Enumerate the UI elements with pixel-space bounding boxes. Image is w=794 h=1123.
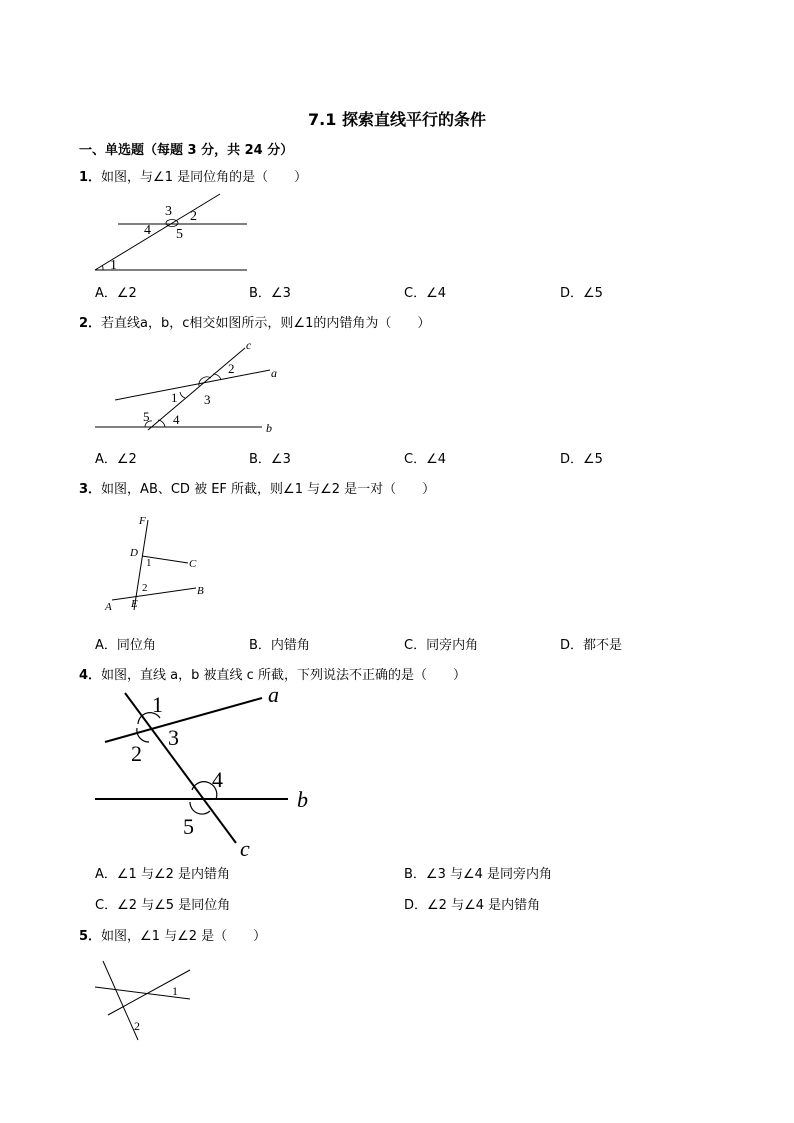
angle-label-5: 5 [176,227,183,242]
line-label-b: b [297,787,308,812]
question-text: 如图，∠1 与∠2 是（ ） [101,929,267,944]
line-label-c: c [246,338,252,352]
line-label-b: b [266,421,272,435]
point-label-E: E [131,598,138,610]
point-label-D: D [130,547,138,559]
angle-label-4: 4 [212,767,223,792]
angle-label-3: 3 [165,204,172,219]
option-b[interactable]: B．∠3 [249,452,291,467]
angle-label-1: 1 [110,258,117,273]
option-c[interactable]: C．∠2 与∠5 是同位角 [95,898,231,913]
point-label-F: F [139,515,146,527]
question-number: 2． [79,316,102,331]
angle-label-2: 2 [190,209,197,224]
question-number: 5． [79,929,102,944]
question-text: 若直线a，b，c相交如图所示，则∠1的内错角为（ ） [101,316,431,331]
question-text: 如图，直线 a，b 被直线 c 所截，下列说法不正确的是（ ） [101,668,466,683]
option-b[interactable]: B．内错角 [249,638,310,653]
angle-label-3: 3 [204,392,211,407]
angle-label-2: 2 [228,361,235,376]
angle-label-5: 5 [143,409,150,424]
option-d[interactable]: D．都不是 [560,638,623,653]
option-d[interactable]: D．∠5 [560,286,603,301]
option-b[interactable]: B．∠3 与∠4 是同旁内角 [404,867,553,882]
option-d[interactable]: D．∠5 [560,452,603,467]
line-label-c: c [240,836,250,861]
angle-label-4: 4 [173,412,180,427]
option-c[interactable]: C．同旁内角 [404,638,479,653]
option-b[interactable]: B．∠3 [249,286,291,301]
option-c[interactable]: C．∠4 [404,286,447,301]
option-a[interactable]: A．∠2 [95,452,137,467]
option-d[interactable]: D．∠2 与∠4 是内错角 [404,898,541,913]
option-a[interactable]: A．同位角 [95,638,156,653]
section-heading: 一、单选题（每题 3 分，共 24 分） [79,143,294,158]
angle-label-5: 5 [183,814,194,839]
point-label-A: A [105,601,112,613]
angle-label-1: 1 [146,557,152,569]
angle-label-2: 2 [131,741,142,766]
angle-label-1: 1 [171,390,178,405]
page-title: 7.1 探索直线平行的条件 [308,110,486,129]
option-a[interactable]: A．∠1 与∠2 是内错角 [95,867,231,882]
question-number: 3． [79,482,102,497]
angle-label-4: 4 [144,223,151,238]
angle-label-1: 1 [152,692,163,717]
angle-label-1: 1 [172,984,178,998]
angle-label-2: 2 [142,582,148,594]
point-label-C: C [189,558,197,570]
option-c[interactable]: C．∠4 [404,452,447,467]
question-text: 如图，AB、CD 被 EF 所截，则∠1 与∠2 是一对（ ） [101,482,436,497]
question-text: 如图，与∠1 是同位角的是（ ） [101,170,308,185]
angle-label-2: 2 [134,1019,140,1033]
line-label-a: a [268,682,279,707]
question-number: 1． [79,170,102,185]
question-number: 4． [79,668,102,683]
line-label-a: a [271,366,277,380]
angle-label-3: 3 [168,725,179,750]
option-a[interactable]: A．∠2 [95,286,137,301]
point-label-B: B [197,585,204,597]
